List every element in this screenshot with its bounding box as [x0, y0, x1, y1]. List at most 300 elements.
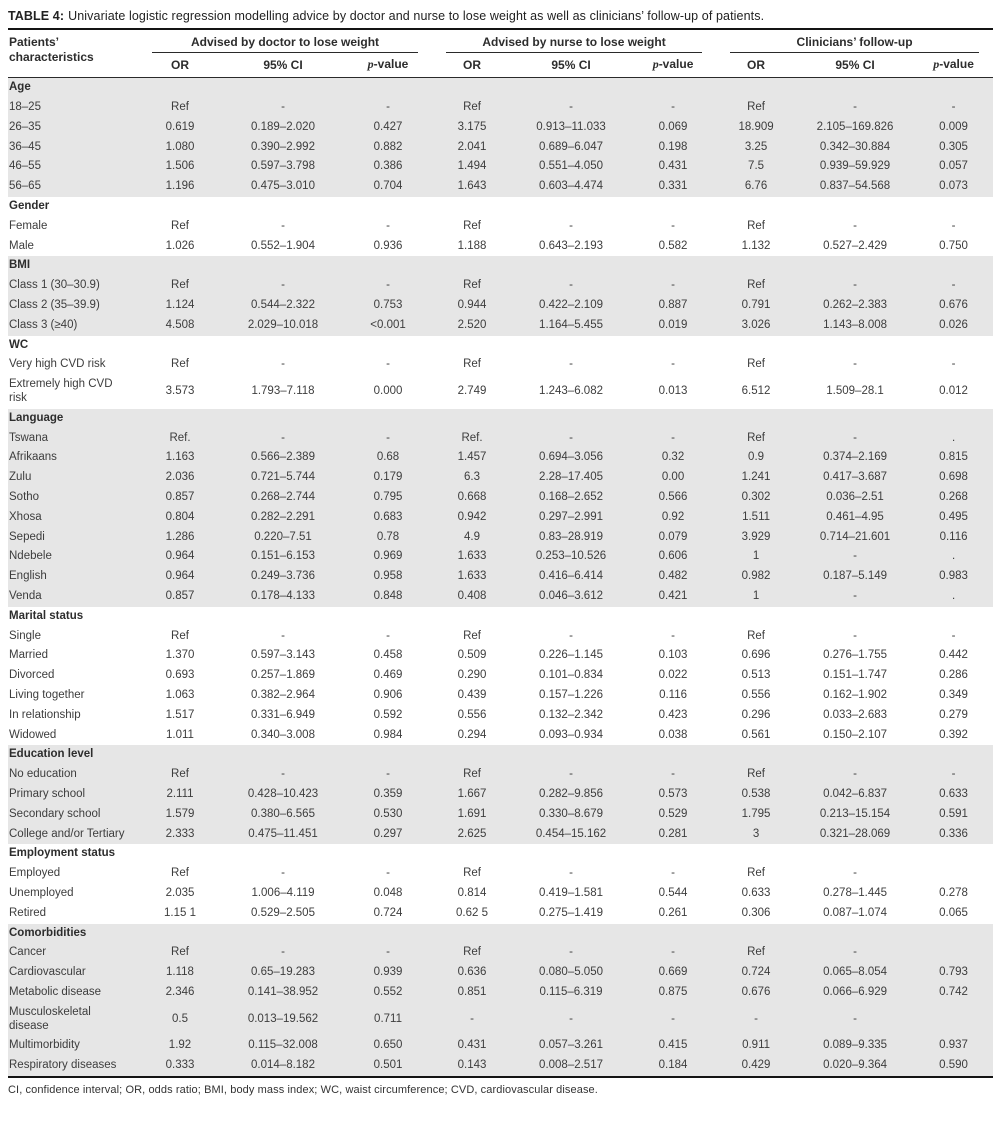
- row-label: English: [8, 567, 138, 587]
- table-cell: 0.189–2.020: [222, 118, 344, 138]
- table-cell: 0.268–2.744: [222, 488, 344, 508]
- table-cell: -: [796, 587, 914, 607]
- table-cell: 3.573: [165, 385, 195, 398]
- table-cell: -: [569, 867, 573, 880]
- table-cell: 1.633: [432, 567, 512, 587]
- table-cell: 0.475–3.010: [222, 177, 344, 197]
- section-header-row: [8, 256, 993, 276]
- table-cell: 0.669: [630, 963, 716, 983]
- table-cell: 0.057: [914, 157, 993, 177]
- row-label: Primary school: [8, 785, 138, 805]
- table-cell: -: [512, 429, 630, 449]
- table-cell: 0.184: [630, 1056, 716, 1077]
- table-cell: 0.392: [939, 728, 968, 741]
- table-cell: 0.597–3.143: [251, 649, 315, 662]
- table-cell: 1.163: [138, 448, 222, 468]
- table-cell: -: [796, 765, 914, 785]
- table-row: [8, 904, 993, 924]
- section-header-row: [8, 197, 993, 217]
- table-cell: 0.132–2.342: [539, 708, 603, 721]
- table-cell: -: [569, 219, 573, 232]
- table-cell: 7.5: [716, 157, 796, 177]
- table-cell: 0.386: [344, 157, 432, 177]
- table-cell: 1.006–4.119: [251, 886, 315, 899]
- section-header-row: [8, 78, 993, 98]
- table-cell: 1.026: [165, 239, 195, 252]
- table-row: [8, 98, 993, 118]
- table-cell: -: [671, 867, 675, 880]
- table-cell: 0.048: [373, 886, 403, 899]
- table-cell: -: [569, 358, 573, 371]
- table-cell: 2.035: [165, 886, 195, 899]
- table-cell: 1.643: [432, 177, 512, 197]
- table-row: [8, 864, 993, 884]
- table-cell: 0.544: [658, 886, 688, 899]
- table-cell: 1.118: [138, 963, 222, 983]
- table-cell: 0.606: [630, 547, 716, 567]
- table-cell: 3: [716, 825, 796, 845]
- table-cell: 0.342–30.884: [796, 138, 914, 158]
- table-cell: 0.538: [716, 785, 796, 805]
- table-cell: 0.333: [138, 1056, 222, 1077]
- table-cell: 0.714–21.601: [796, 528, 914, 548]
- table-cell: 0.013: [658, 385, 688, 398]
- table-cell: 0.359: [344, 785, 432, 805]
- table-cell: 2.105–169.826: [796, 118, 914, 138]
- section-header-row: [8, 607, 993, 627]
- table-cell: 0.168–2.652: [512, 488, 630, 508]
- row-label: Living together: [9, 688, 85, 701]
- table-cell: 0.079: [630, 528, 716, 548]
- table-cell: 3.25: [716, 138, 796, 158]
- table-cell: 0.458: [373, 649, 403, 662]
- table-cell: -: [671, 629, 675, 642]
- row-label: Xhosa: [8, 508, 138, 528]
- table-cell: 1.164–5.455: [512, 316, 630, 336]
- table-cell: 2.333: [138, 825, 222, 845]
- table-cell: Ref: [463, 219, 481, 232]
- section-header: Employment status: [9, 847, 116, 860]
- table-cell: 0.065–8.054: [796, 963, 914, 983]
- table-cell: Ref: [463, 358, 481, 371]
- table-cell: 0.330–8.679: [512, 805, 630, 825]
- column-header-ci-nurse: [512, 53, 630, 78]
- table-cell: 0.689–6.047: [512, 138, 630, 158]
- table-cell: 0.983: [914, 567, 993, 587]
- section-header-row: [8, 844, 993, 864]
- table-cell: 0.857: [138, 587, 222, 607]
- table-cell: 0.282–9.856: [512, 785, 630, 805]
- table-cell: 0.92: [630, 508, 716, 528]
- table-cell: -: [853, 629, 857, 642]
- table-cell: 0.046–3.612: [512, 587, 630, 607]
- table-cell: 0.676: [914, 296, 993, 316]
- table-cell: 1.511: [716, 508, 796, 528]
- table-cell: Ref: [432, 98, 512, 118]
- table-cell: 0.281: [630, 825, 716, 845]
- table-cell: 0.033–2.683: [823, 708, 888, 721]
- table-cell: 0.936: [373, 239, 403, 252]
- table-cell: 0.592: [373, 708, 403, 721]
- table-cell: Ref: [432, 943, 512, 963]
- table-cell: 0.591: [914, 805, 993, 825]
- table-cell: 0.297–2.991: [512, 508, 630, 528]
- table-cell: -: [630, 98, 716, 118]
- row-label: Secondary school: [8, 805, 138, 825]
- table-cell: Ref: [171, 358, 189, 371]
- row-label: Married: [9, 649, 48, 662]
- table-cell: 1.506: [138, 157, 222, 177]
- table-cell: 2.749: [457, 385, 487, 398]
- table-row: [8, 217, 993, 237]
- section-header-row: [8, 336, 993, 356]
- table-cell: 0.103: [658, 649, 688, 662]
- table-cell: 0.795: [344, 488, 432, 508]
- table-cell: 1.509–28.1: [826, 385, 884, 398]
- table-cell: -: [671, 358, 675, 371]
- table-cell: Ref: [463, 629, 481, 642]
- table-row: [8, 508, 993, 528]
- table-cell: 1.517: [165, 708, 195, 721]
- table-cell: -: [951, 219, 956, 232]
- table-cell: 2.28–17.405: [512, 468, 630, 488]
- table-cell: 0.257–1.869: [251, 669, 315, 682]
- table-cell: 0.753: [344, 296, 432, 316]
- row-label: Class 1 (30–30.9): [8, 276, 138, 296]
- table-cell: 0.431: [432, 1036, 512, 1056]
- table-cell: 1.494: [432, 157, 512, 177]
- table-cell: 0.551–4.050: [512, 157, 630, 177]
- table-cell: 0.429: [716, 1056, 796, 1077]
- table-cell: 0.750: [939, 239, 968, 252]
- table-cell: 0.693: [165, 669, 195, 682]
- table-cell: -: [344, 98, 432, 118]
- table-cell: 2.346: [138, 983, 222, 1003]
- table-cell: 1.795: [716, 805, 796, 825]
- table-cell: 0.000: [373, 385, 403, 398]
- table-cell: 0.022: [658, 669, 688, 682]
- table-cell: 0.683: [344, 508, 432, 528]
- row-label: Afrikaans: [8, 448, 138, 468]
- table-cell: 2.625: [432, 825, 512, 845]
- table-cell: 2.029–10.018: [222, 316, 344, 336]
- group-header-doctor: [138, 30, 432, 53]
- table-row: [8, 488, 993, 508]
- table-cell: -: [951, 629, 956, 642]
- table-cell: -: [344, 765, 432, 785]
- table-cell: Ref: [747, 219, 765, 232]
- table-cell: Ref: [138, 765, 222, 785]
- table-cell: 0.187–5.149: [796, 567, 914, 587]
- table-cell: 0.408: [432, 587, 512, 607]
- table-cell: 0.116: [659, 688, 687, 701]
- table-cell: 0.964: [138, 547, 222, 567]
- table-cell: 0.552–1.904: [251, 239, 315, 252]
- table-cell: 0.561: [741, 728, 771, 741]
- column-header-pvalue-doctor: [344, 53, 432, 78]
- table-cell: -: [951, 358, 956, 371]
- table-cell: -: [281, 629, 285, 642]
- table-cell: 0.911: [716, 1036, 796, 1056]
- table-cell: 0.696: [741, 649, 771, 662]
- group-header-clinicians-label: Clinicians’ follow-up: [730, 35, 979, 53]
- table-cell: 0.428–10.423: [222, 785, 344, 805]
- table-cell: 0.944: [432, 296, 512, 316]
- table-cell: 3.929: [716, 528, 796, 548]
- table-cell: 3.026: [716, 316, 796, 336]
- table-cell: -: [281, 219, 285, 232]
- table-cell: 0.513: [741, 669, 771, 682]
- table-cell: -: [671, 219, 675, 232]
- table-cell: 0.461–4.95: [796, 508, 914, 528]
- table-cell: 1: [716, 547, 796, 567]
- table-cell: 0.556: [457, 708, 487, 721]
- table-row: [8, 316, 993, 336]
- table-cell: -: [344, 943, 432, 963]
- section-header-row: [8, 924, 993, 944]
- table-cell: 0.057–3.261: [512, 1036, 630, 1056]
- table-cell: 0.544–2.322: [222, 296, 344, 316]
- table-row: [8, 1056, 993, 1077]
- column-header-or-clinicians: [716, 53, 796, 78]
- column-header-label: OR: [747, 57, 766, 72]
- table-cell: 0.597–3.798: [222, 157, 344, 177]
- table-cell: 0.804: [138, 508, 222, 528]
- table-cell: Ref: [432, 765, 512, 785]
- table-cell: 0.530: [344, 805, 432, 825]
- table-cell: 0.423: [658, 708, 688, 721]
- table-cell: 0.469: [373, 669, 403, 682]
- table-cell: -: [512, 765, 630, 785]
- row-label: Respiratory diseases: [8, 1056, 138, 1077]
- table-cell: 0.501: [344, 1056, 432, 1077]
- table-row: [8, 528, 993, 548]
- table-cell: Ref: [171, 219, 189, 232]
- column-header-ci-doctor: [222, 53, 344, 78]
- table-footnote: CI, confidence interval; OR, odds ratio; BMI, body mass index; WC, waist circumference; CVD, cardiovascular disease.: [8, 1083, 598, 1096]
- table-cell: 0.942: [432, 508, 512, 528]
- table-cell: -: [432, 1003, 512, 1037]
- table-cell: .: [914, 547, 993, 567]
- table-cell: 0.073: [914, 177, 993, 197]
- table-cell: 0.887: [630, 296, 716, 316]
- table-cell: 0.220–7.51: [222, 528, 344, 548]
- table-cell: 0.012: [939, 385, 968, 398]
- table-cell: 0.066–6.929: [796, 983, 914, 1003]
- table-cell: Ref: [138, 98, 222, 118]
- table-cell: -: [512, 1003, 630, 1037]
- table-cell: 0.527–2.429: [823, 239, 888, 252]
- row-label: Class 2 (35–39.9): [8, 296, 138, 316]
- row-label: Ndebele: [8, 547, 138, 567]
- table-cell: Ref: [432, 276, 512, 296]
- table-row: [8, 1003, 993, 1037]
- table-row: [8, 567, 993, 587]
- table-row: [8, 237, 993, 257]
- row-label: Extremely high CVD risk: [9, 378, 113, 404]
- row-label: Very high CVD risk: [9, 358, 106, 371]
- table-cell: 0.566–2.389: [222, 448, 344, 468]
- table-cell: 0.32: [630, 448, 716, 468]
- table-cell: Ref: [747, 867, 765, 880]
- section-header: Marital status: [9, 609, 84, 622]
- table-cell: 0.814: [457, 886, 487, 899]
- table-cell: 0.415: [630, 1036, 716, 1056]
- table-cell: 0.151–6.153: [222, 547, 344, 567]
- table-cell: -: [281, 867, 285, 880]
- table-cell: 0.837–54.568: [796, 177, 914, 197]
- table-cell: 0.278: [939, 886, 968, 899]
- table-cell: -: [512, 943, 630, 963]
- table-cell: 0.336: [914, 825, 993, 845]
- table-cell: -: [914, 98, 993, 118]
- table-cell: 0.913–11.033: [512, 118, 630, 138]
- table-cell: 0.143: [432, 1056, 512, 1077]
- table-cell: Ref: [138, 943, 222, 963]
- table-cell: 0.882: [344, 138, 432, 158]
- table-cell: 0.087–1.074: [823, 906, 888, 919]
- table-cell: 0.643–2.193: [539, 239, 603, 252]
- table-cell: 0.509: [457, 649, 487, 662]
- table-cell: -: [796, 1003, 914, 1037]
- table-row: [8, 468, 993, 488]
- table-cell: 0.019: [630, 316, 716, 336]
- row-label: Employed: [9, 867, 61, 880]
- table-cell: Ref.: [432, 429, 512, 449]
- table-cell: 0.305: [914, 138, 993, 158]
- group-header-nurse: [432, 30, 716, 53]
- table-cell: Ref: [171, 629, 189, 642]
- table-cell: 0.150–2.107: [823, 728, 888, 741]
- table-cell: 0.742: [914, 983, 993, 1003]
- table-cell: 0.482: [630, 567, 716, 587]
- table-cell: 0.042–6.837: [796, 785, 914, 805]
- table-cell: 0.969: [344, 547, 432, 567]
- table-cell: 0.417–3.687: [796, 468, 914, 488]
- table-cell: 0.162–1.902: [823, 688, 888, 701]
- row-label: 18–25: [8, 98, 138, 118]
- table-cell: 4.9: [432, 528, 512, 548]
- table-cell: -: [630, 276, 716, 296]
- table-cell: 0.115–32.008: [222, 1036, 344, 1056]
- table-cell: 0.262–2.383: [796, 296, 914, 316]
- table-cell: 0.495: [914, 508, 993, 528]
- table-cell: -: [222, 765, 344, 785]
- table-cell: 0.101–0.834: [539, 669, 603, 682]
- table-cell: 0.939–59.929: [796, 157, 914, 177]
- section-header: BMI: [8, 256, 993, 276]
- table-cell: 0.026: [914, 316, 993, 336]
- table-cell: 0.013–19.562: [222, 1003, 344, 1037]
- table-cell: 0.83–28.919: [512, 528, 630, 548]
- table-cell: 1.579: [138, 805, 222, 825]
- table-cell: 0.65–19.283: [222, 963, 344, 983]
- row-label: In relationship: [9, 708, 81, 721]
- row-label: No education: [8, 765, 138, 785]
- table-cell: 0.698: [914, 468, 993, 488]
- column-header-label: 95% CI: [551, 57, 591, 72]
- row-label: Female: [9, 219, 48, 232]
- table-cell: -: [716, 1003, 796, 1037]
- table-cell: 0.416–6.414: [512, 567, 630, 587]
- table-cell: 0.793: [914, 963, 993, 983]
- table-row: [8, 785, 993, 805]
- table-row: [8, 355, 993, 375]
- table-row: [8, 646, 993, 666]
- column-header-label: 95% CI: [263, 57, 303, 72]
- table-cell: -: [512, 276, 630, 296]
- table-cell: [914, 943, 993, 963]
- table-cell: 0.815: [914, 448, 993, 468]
- table-cell: 18.909: [716, 118, 796, 138]
- sub-header-row: [8, 53, 993, 78]
- table-row: [8, 276, 993, 296]
- table-cell: -: [386, 629, 390, 642]
- table-cell: 0.380–6.565: [222, 805, 344, 825]
- column-header-label: OR: [171, 57, 189, 72]
- table-cell: 0.676: [716, 983, 796, 1003]
- column-header-label: OR: [463, 57, 482, 72]
- table-cell: 0.590: [914, 1056, 993, 1077]
- row-label: 36–45: [8, 138, 138, 158]
- table-cell: 1.080: [138, 138, 222, 158]
- column-header-ci-clinicians: [796, 53, 914, 78]
- table-cell: 0.721–5.744: [222, 468, 344, 488]
- column-header-pvalue-clinicians: [914, 53, 993, 78]
- table-cell: -: [386, 867, 390, 880]
- table-cell: 0.014–8.182: [222, 1056, 344, 1077]
- table-cell: 0.116: [914, 528, 993, 548]
- table-cell: Ref.: [138, 429, 222, 449]
- table-cell: 1.196: [138, 177, 222, 197]
- table-cell: 0.226–1.145: [539, 649, 603, 662]
- regression-table: [8, 30, 993, 1078]
- table-cell: Ref: [463, 867, 481, 880]
- table-cell: 0.020–9.364: [796, 1056, 914, 1077]
- table-cell: 0.141–38.952: [222, 983, 344, 1003]
- table-cell: -: [796, 429, 914, 449]
- table-cell: 0.704: [344, 177, 432, 197]
- row-label: 26–35: [8, 118, 138, 138]
- table-title-label: TABLE 4:: [8, 9, 65, 23]
- table-row: [8, 686, 993, 706]
- table-cell: 0.875: [630, 983, 716, 1003]
- table-cell: 0.984: [373, 728, 403, 741]
- table-row: [8, 726, 993, 746]
- table-cell: 1.132: [741, 239, 771, 252]
- table-cell: 0.566: [630, 488, 716, 508]
- table-cell: 1.188: [457, 239, 487, 252]
- table-cell: 0.374–2.169: [796, 448, 914, 468]
- table-cell: 0.321–28.069: [796, 825, 914, 845]
- table-cell: -: [630, 429, 716, 449]
- table-cell: 0.62 5: [456, 906, 489, 919]
- table-cell: 0.290: [457, 669, 487, 682]
- table-cell: 1.011: [166, 728, 194, 741]
- table-cell: -: [222, 98, 344, 118]
- table-cell: 0.9: [716, 448, 796, 468]
- column-header-label: 95% CI: [835, 57, 875, 72]
- table-cell: 1.124: [138, 296, 222, 316]
- column-header-label: p-value: [367, 57, 409, 72]
- table-cell: <0.001: [344, 316, 432, 336]
- table-row: [8, 765, 993, 785]
- row-label: Cardiovascular: [8, 963, 138, 983]
- table-row: [8, 375, 993, 409]
- table-row: [8, 884, 993, 904]
- table-cell: 0.791: [716, 296, 796, 316]
- table-cell: 0.080–5.050: [512, 963, 630, 983]
